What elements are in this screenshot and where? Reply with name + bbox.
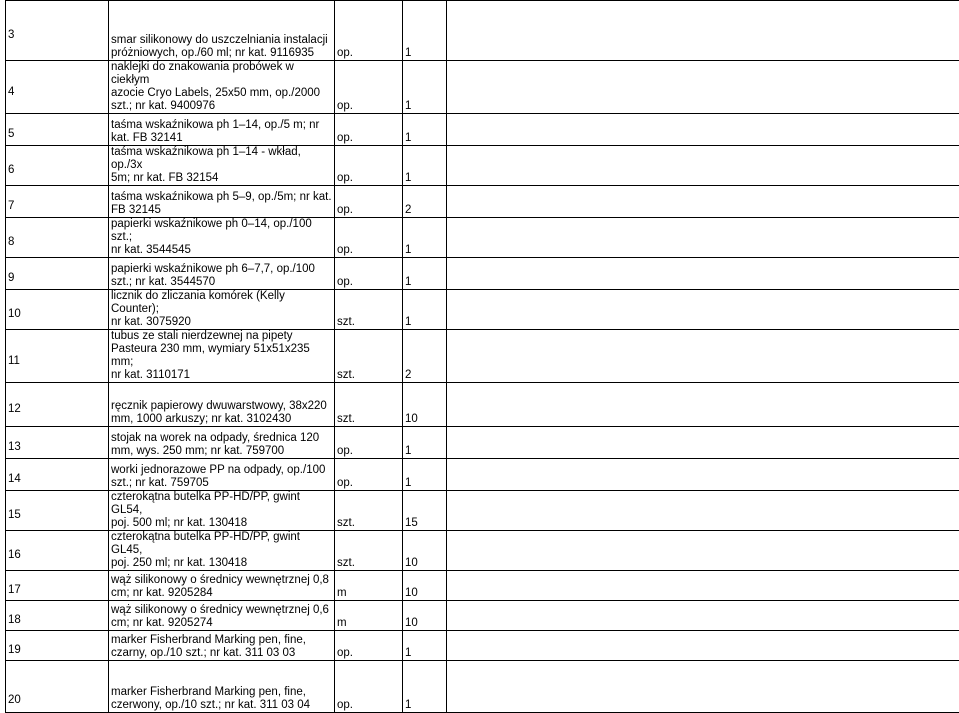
table-row — [6, 218, 959, 258]
item-quantity: 2 — [403, 186, 447, 218]
row-number: 14 — [6, 459, 109, 491]
description-line: papierki wskaźnikowe ph 0–14, op./100 szt.; — [111, 218, 332, 244]
row-number: 19 — [6, 631, 109, 661]
item-unit: op. — [335, 459, 403, 491]
item-unit: op. — [335, 661, 403, 713]
empty-cell — [447, 459, 959, 491]
item-quantity: 10 — [403, 601, 447, 631]
item-unit: op. — [335, 427, 403, 459]
description-line: naklejki do znakowania probówek w ciekłym — [111, 61, 332, 87]
empty-cell — [447, 571, 959, 601]
description-line: czerwony, op./10 szt.; nr kat. 311 03 04 — [111, 699, 332, 712]
table-row — [6, 601, 959, 631]
item-quantity: 1 — [403, 661, 447, 713]
description-line: szt.; nr kat. 3544570 — [111, 276, 332, 289]
item-description — [109, 531, 335, 571]
item-description — [109, 459, 335, 491]
empty-cell — [447, 146, 959, 186]
item-quantity: 15 — [403, 491, 447, 531]
description-line: poj. 250 ml; nr kat. 130418 — [111, 557, 332, 570]
description-line: kat. FB 32141 — [111, 132, 332, 145]
empty-cell — [447, 186, 959, 218]
empty-cell — [447, 290, 959, 330]
item-quantity: 1 — [403, 459, 447, 491]
description-line: ręcznik papierowy dwuwarstwowy, 38x220 — [111, 400, 332, 413]
item-quantity: 1 — [403, 1, 447, 61]
item-unit: op. — [335, 61, 403, 114]
item-unit: op. — [335, 186, 403, 218]
table-row — [6, 491, 959, 531]
item-quantity: 10 — [403, 571, 447, 601]
table-row — [6, 631, 959, 661]
description-line: nr kat. 3075920 — [111, 316, 332, 329]
description-line: taśma wskaźnikowa ph 5–9, op./5m; nr kat. — [111, 191, 332, 204]
item-description — [109, 218, 335, 258]
description-line: licznik do zliczania komórek (Kelly Counter); — [111, 290, 332, 316]
description-line: mm, 1000 arkuszy; nr kat. 3102430 — [111, 413, 332, 426]
item-description — [109, 1, 335, 61]
item-unit: szt. — [335, 491, 403, 531]
table-row — [6, 383, 959, 427]
item-quantity: 1 — [403, 114, 447, 146]
row-number: 7 — [6, 186, 109, 218]
description-line: azocie Cryo Labels, 25x50 mm, op./2000 — [111, 87, 332, 100]
row-number: 15 — [6, 491, 109, 531]
empty-cell — [447, 631, 959, 661]
item-quantity: 1 — [403, 258, 447, 290]
item-description — [109, 661, 335, 713]
description-line: worki jednorazowe PP na odpady, op./100 — [111, 464, 332, 477]
item-description — [109, 186, 335, 218]
table-row — [6, 571, 959, 601]
description-line: cm; nr kat. 9205274 — [111, 617, 332, 630]
description-line: smar silikonowy do uszczelniania instalacji — [111, 34, 332, 47]
description-line: poj. 500 ml; nr kat. 130418 — [111, 517, 332, 530]
row-number: 8 — [6, 218, 109, 258]
item-quantity: 2 — [403, 330, 447, 383]
item-quantity: 1 — [403, 427, 447, 459]
description-line: szt.; nr kat. 759705 — [111, 477, 332, 490]
item-unit: op. — [335, 218, 403, 258]
description-line: wąż silikonowy o średnicy wewnętrznej 0,8 — [111, 574, 332, 587]
table-row — [6, 186, 959, 218]
item-unit: szt. — [335, 383, 403, 427]
description-line: cm; nr kat. 9205284 — [111, 587, 332, 600]
item-unit: op. — [335, 631, 403, 661]
empty-cell — [447, 61, 959, 114]
row-number: 9 — [6, 258, 109, 290]
item-description — [109, 61, 335, 114]
item-description — [109, 601, 335, 631]
item-description — [109, 571, 335, 601]
row-number: 6 — [6, 146, 109, 186]
table-row — [6, 114, 959, 146]
description-line: czterokątna butelka PP-HD/PP, gwint GL45, — [111, 531, 332, 557]
row-number: 5 — [6, 114, 109, 146]
description-line: 5m; nr kat. FB 32154 — [111, 172, 332, 185]
description-line: FB 32145 — [111, 204, 332, 217]
item-description — [109, 491, 335, 531]
item-quantity: 1 — [403, 146, 447, 186]
item-quantity: 10 — [403, 531, 447, 571]
table-row — [6, 258, 959, 290]
item-description — [109, 383, 335, 427]
row-number: 3 — [6, 1, 109, 61]
item-unit: szt. — [335, 330, 403, 383]
item-description — [109, 146, 335, 186]
row-number: 17 — [6, 571, 109, 601]
item-description — [109, 258, 335, 290]
description-line: wąż silikonowy o średnicy wewnętrznej 0,6 — [111, 604, 332, 617]
empty-cell — [447, 258, 959, 290]
item-unit: op. — [335, 1, 403, 61]
table-row — [6, 61, 959, 114]
description-line: nr kat. 3110171 — [111, 369, 332, 382]
table-row — [6, 661, 959, 713]
empty-cell — [447, 491, 959, 531]
table-row — [6, 1, 959, 61]
row-number: 11 — [6, 330, 109, 383]
empty-cell — [447, 531, 959, 571]
empty-cell — [447, 218, 959, 258]
description-line: taśma wskaźnikowa ph 1–14 - wkład, op./3x — [111, 146, 332, 172]
row-number: 18 — [6, 601, 109, 631]
description-line: czterokątna butelka PP-HD/PP, gwint GL54, — [111, 491, 332, 517]
description-line: nr kat. 3544545 — [111, 244, 332, 257]
empty-cell — [447, 114, 959, 146]
item-quantity: 10 — [403, 383, 447, 427]
row-number: 12 — [6, 383, 109, 427]
empty-cell — [447, 330, 959, 383]
item-quantity: 1 — [403, 631, 447, 661]
item-unit: op. — [335, 114, 403, 146]
item-unit: op. — [335, 258, 403, 290]
item-unit: op. — [335, 146, 403, 186]
row-number: 4 — [6, 61, 109, 114]
table-row — [6, 459, 959, 491]
item-unit: szt. — [335, 290, 403, 330]
table-row — [6, 146, 959, 186]
empty-cell — [447, 383, 959, 427]
empty-cell — [447, 661, 959, 713]
row-number: 13 — [6, 427, 109, 459]
description-line: tubus ze stali nierdzewnej na pipety — [111, 330, 332, 343]
empty-cell — [447, 601, 959, 631]
item-quantity: 1 — [403, 290, 447, 330]
item-unit: szt. — [335, 531, 403, 571]
items-table — [5, 0, 959, 713]
item-description — [109, 330, 335, 383]
row-number: 20 — [6, 661, 109, 713]
item-unit: m — [335, 571, 403, 601]
item-description — [109, 631, 335, 661]
table-row — [6, 330, 959, 383]
row-number: 10 — [6, 290, 109, 330]
description-line: próżniowych, op./60 ml; nr kat. 9116935 — [111, 47, 332, 60]
description-line: marker Fisherbrand Marking pen, fine, — [111, 634, 332, 647]
empty-cell — [447, 1, 959, 61]
item-description — [109, 114, 335, 146]
description-line: papierki wskaźnikowe ph 6–7,7, op./100 — [111, 263, 332, 276]
empty-cell — [447, 427, 959, 459]
description-line: stojak na worek na odpady, średnica 120 — [111, 432, 332, 445]
description-line: taśma wskaźnikowa ph 1–14, op./5 m; nr — [111, 119, 332, 132]
description-line: czarny, op./10 szt.; nr kat. 311 03 03 — [111, 647, 332, 660]
description-line: szt.; nr kat. 9400976 — [111, 100, 332, 113]
table-row — [6, 427, 959, 459]
item-description — [109, 427, 335, 459]
table-row — [6, 531, 959, 571]
description-line: marker Fisherbrand Marking pen, fine, — [111, 686, 332, 699]
item-quantity: 1 — [403, 218, 447, 258]
row-number: 16 — [6, 531, 109, 571]
item-description — [109, 290, 335, 330]
table-row — [6, 290, 959, 330]
item-unit: m — [335, 601, 403, 631]
description-line: mm, wys. 250 mm; nr kat. 759700 — [111, 445, 332, 458]
item-quantity: 1 — [403, 61, 447, 114]
description-line: Pasteura 230 mm, wymiary 51x51x235 mm; — [111, 343, 332, 369]
